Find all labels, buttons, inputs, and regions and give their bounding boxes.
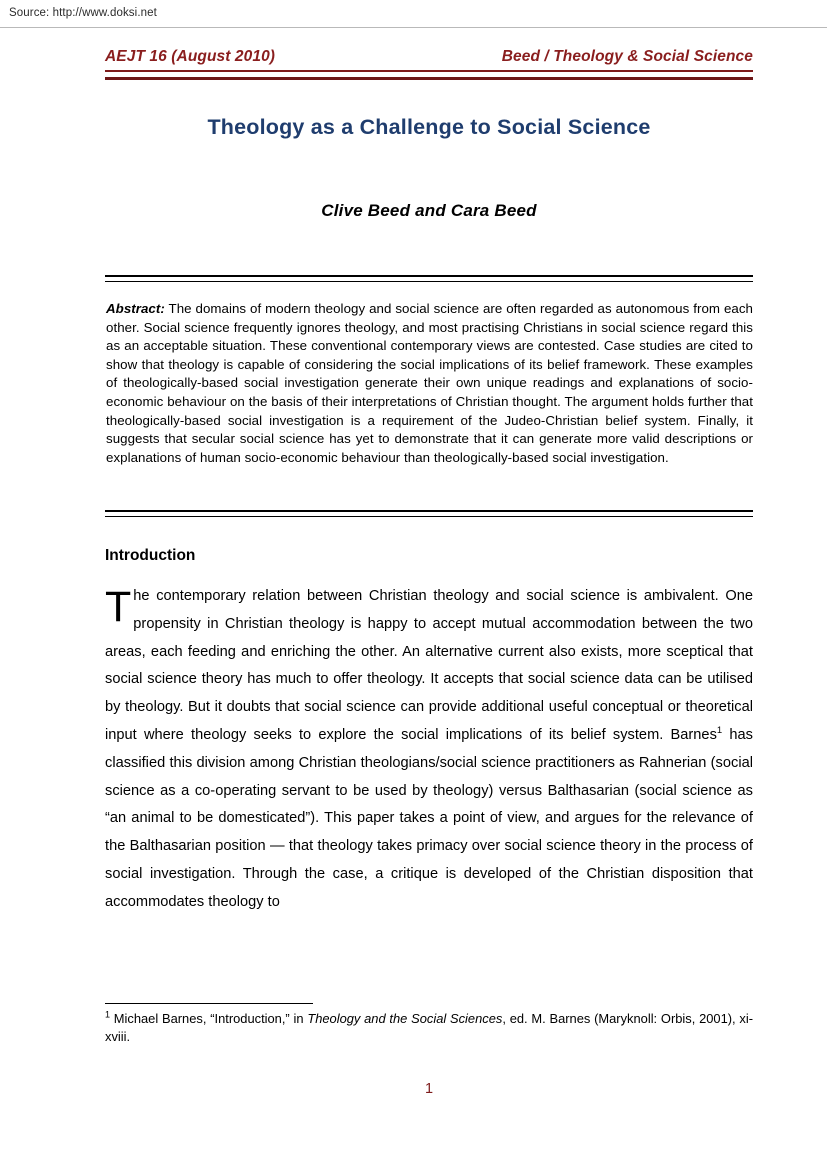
drop-cap: T	[105, 583, 132, 631]
body-text-part-2: has classified this division among Christian theologians/social science practitioners as Rahnerian (social science as a co-operating servant to be used by theology) versus Balthasarian (social science as “an animal to be domesticated”). This paper takes a point of view, and argues for the relevance of the Balthasarian position — that theology takes primacy over social science theory in the process of social investigation. Through the case, a critique is developed of the Christian disposition that accommodates theology to	[105, 726, 753, 910]
running-head-left: AEJT 16 (August 2010)	[105, 48, 276, 65]
footnote-number: 1	[105, 1009, 111, 1020]
abstract-label: Abstract:	[106, 301, 165, 316]
body-paragraph	[105, 583, 753, 917]
page-title: Theology as a Challenge to Social Science	[207, 115, 651, 139]
footnote-text-part-2: , ed. M. Barnes (Maryknoll: Orbis, 2001), xi-xviii.	[105, 1011, 754, 1045]
running-head-right: Beed / Theology & Social Science	[501, 48, 753, 65]
footnote-text-part-1: Michael Barnes, “Introduction,” in	[110, 1011, 308, 1026]
footnote-block	[105, 1010, 753, 1047]
running-head-divider	[105, 70, 753, 80]
footnote-reference-marker[interactable]: 1	[716, 725, 723, 737]
source-banner	[0, 0, 827, 28]
abstract-block	[106, 300, 753, 467]
page-number: 1	[424, 1081, 434, 1097]
authors-byline: Clive Beed and Cara Beed	[321, 201, 537, 220]
section-heading-introduction: Introduction	[105, 547, 196, 564]
abstract-text: The domains of modern theology and social science are often regarded as autonomous from each other. Social science frequently ignores theology, and most practising Christians in social science regard this as an acceptable situation. These conventional contemporary views are contested. Case studies are cited to show that theology is capable of considering the social implications of its belief framework. These examples of theologically-based social investigation generate their own unique readings and explanations of socio-economic behaviour on the basis of their interpretations of Christian thought. The argument holds further that theologically-based social investigation is a requirement of the Judeo-Christian belief system. Finally, it suggests that secular social science has yet to demonstrate that it can generate more valid descriptions or explanations of human socio-economic behaviour than theologically-based social investigation.	[106, 301, 753, 465]
abstract-top-divider	[105, 275, 753, 282]
footnote-separator	[105, 1003, 313, 1004]
body-text-part-1: he contemporary relation between Christian theology and social science is ambivalent. One propensity in Christian theology is happy to accept mutual accommodation between the two areas, each feeding and enriching the other. An alternative current also exists, more sceptical that social science theory has much to offer theology. It accepts that social science data can be utilised by theology. But it doubts that social science can provide additional useful conceptual or theoretical input where theology seeks to explore the social implications of its belief system. Barnes	[105, 588, 753, 743]
abstract-bottom-divider	[105, 510, 753, 517]
source-url-text: Source: http://www.doksi.net	[9, 7, 157, 19]
footnote-work-title: Theology and the Social Sciences	[307, 1011, 503, 1026]
